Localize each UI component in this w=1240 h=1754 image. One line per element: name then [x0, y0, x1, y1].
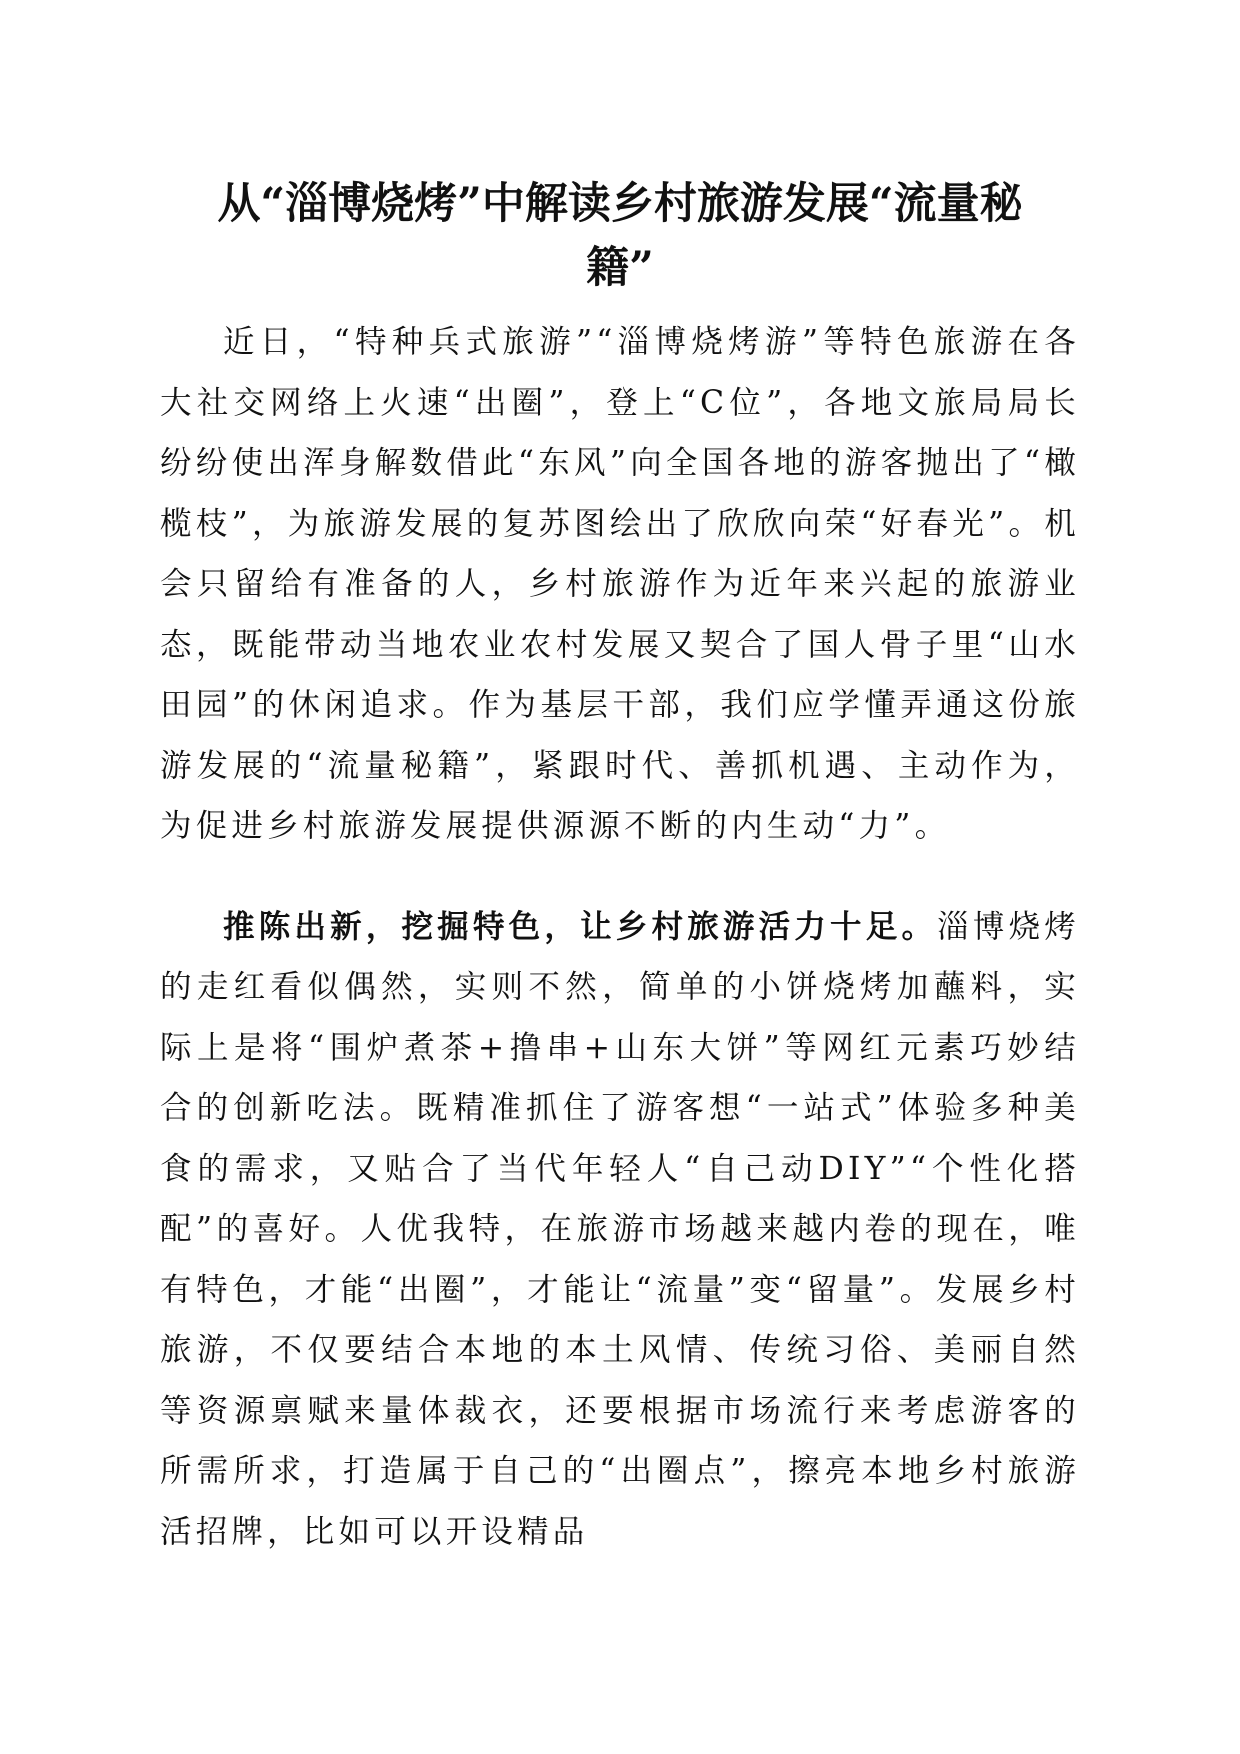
- document-body: [160, 312, 1080, 1562]
- title-line-1: 从“淄博烧烤”中解读乡村旅游发展“流量秘: [217, 179, 1023, 229]
- section-heading-bold: 推陈出新，挖掘特色，让乡村旅游活力十足。: [223, 907, 938, 945]
- paragraph-intro: 近日，“特种兵式旅游”“淄博烧烤游”等特色旅游在各大社交网络上火速“出圈”，登上“C位”，各地文旅局局长纷纷使出浑身解数借此“东风”向全国各地的游客抛出了“橄榄枝”，为旅游发展的复苏图绘出了欣欣向荣“好春光”。机会只留给有准备的人，乡村旅游作为近年来兴起的旅游业态，既能带动当地农业农村发展又契合了国人骨子里“山水田园”的休闲追求。作为基层干部，我们应学懂弄通这份旅游发展的“流量秘籍”，紧跟时代、善抓机遇、主动作为，为促进乡村旅游发展提供源源不断的内生动“力”。: [160, 324, 1080, 844]
- section-body-text: 淄博烧烤的走红看似偶然，实则不然，简单的小饼烧烤加蘸料，实际上是将“围炉煮茶+撸串+山东大饼”等网红元素巧妙结合的创新吃法。既精准抓住了游客想“一站式”体验多种美食的需求，又贴合了当代年轻人“自己动DIY”“个性化搭配”的喜好。人优我特，在旅游市场越来越内卷的现在，唯有特色，才能“出圈”，才能让“流量”变“留量”。发展乡村旅游，不仅要结合本地的本土风情、传统习俗、美丽自然等资源禀赋来量体裁衣，还要根据市场流行来考虑游客的所需所求，打造属于自己的“出圈点”，擦亮本地乡村旅游活招牌，比如可以开设精品: [160, 908, 1080, 1550]
- paragraph-section-1: [160, 897, 1080, 1563]
- title-line-2: 籍”: [586, 243, 654, 293]
- document-title: [150, 172, 1090, 300]
